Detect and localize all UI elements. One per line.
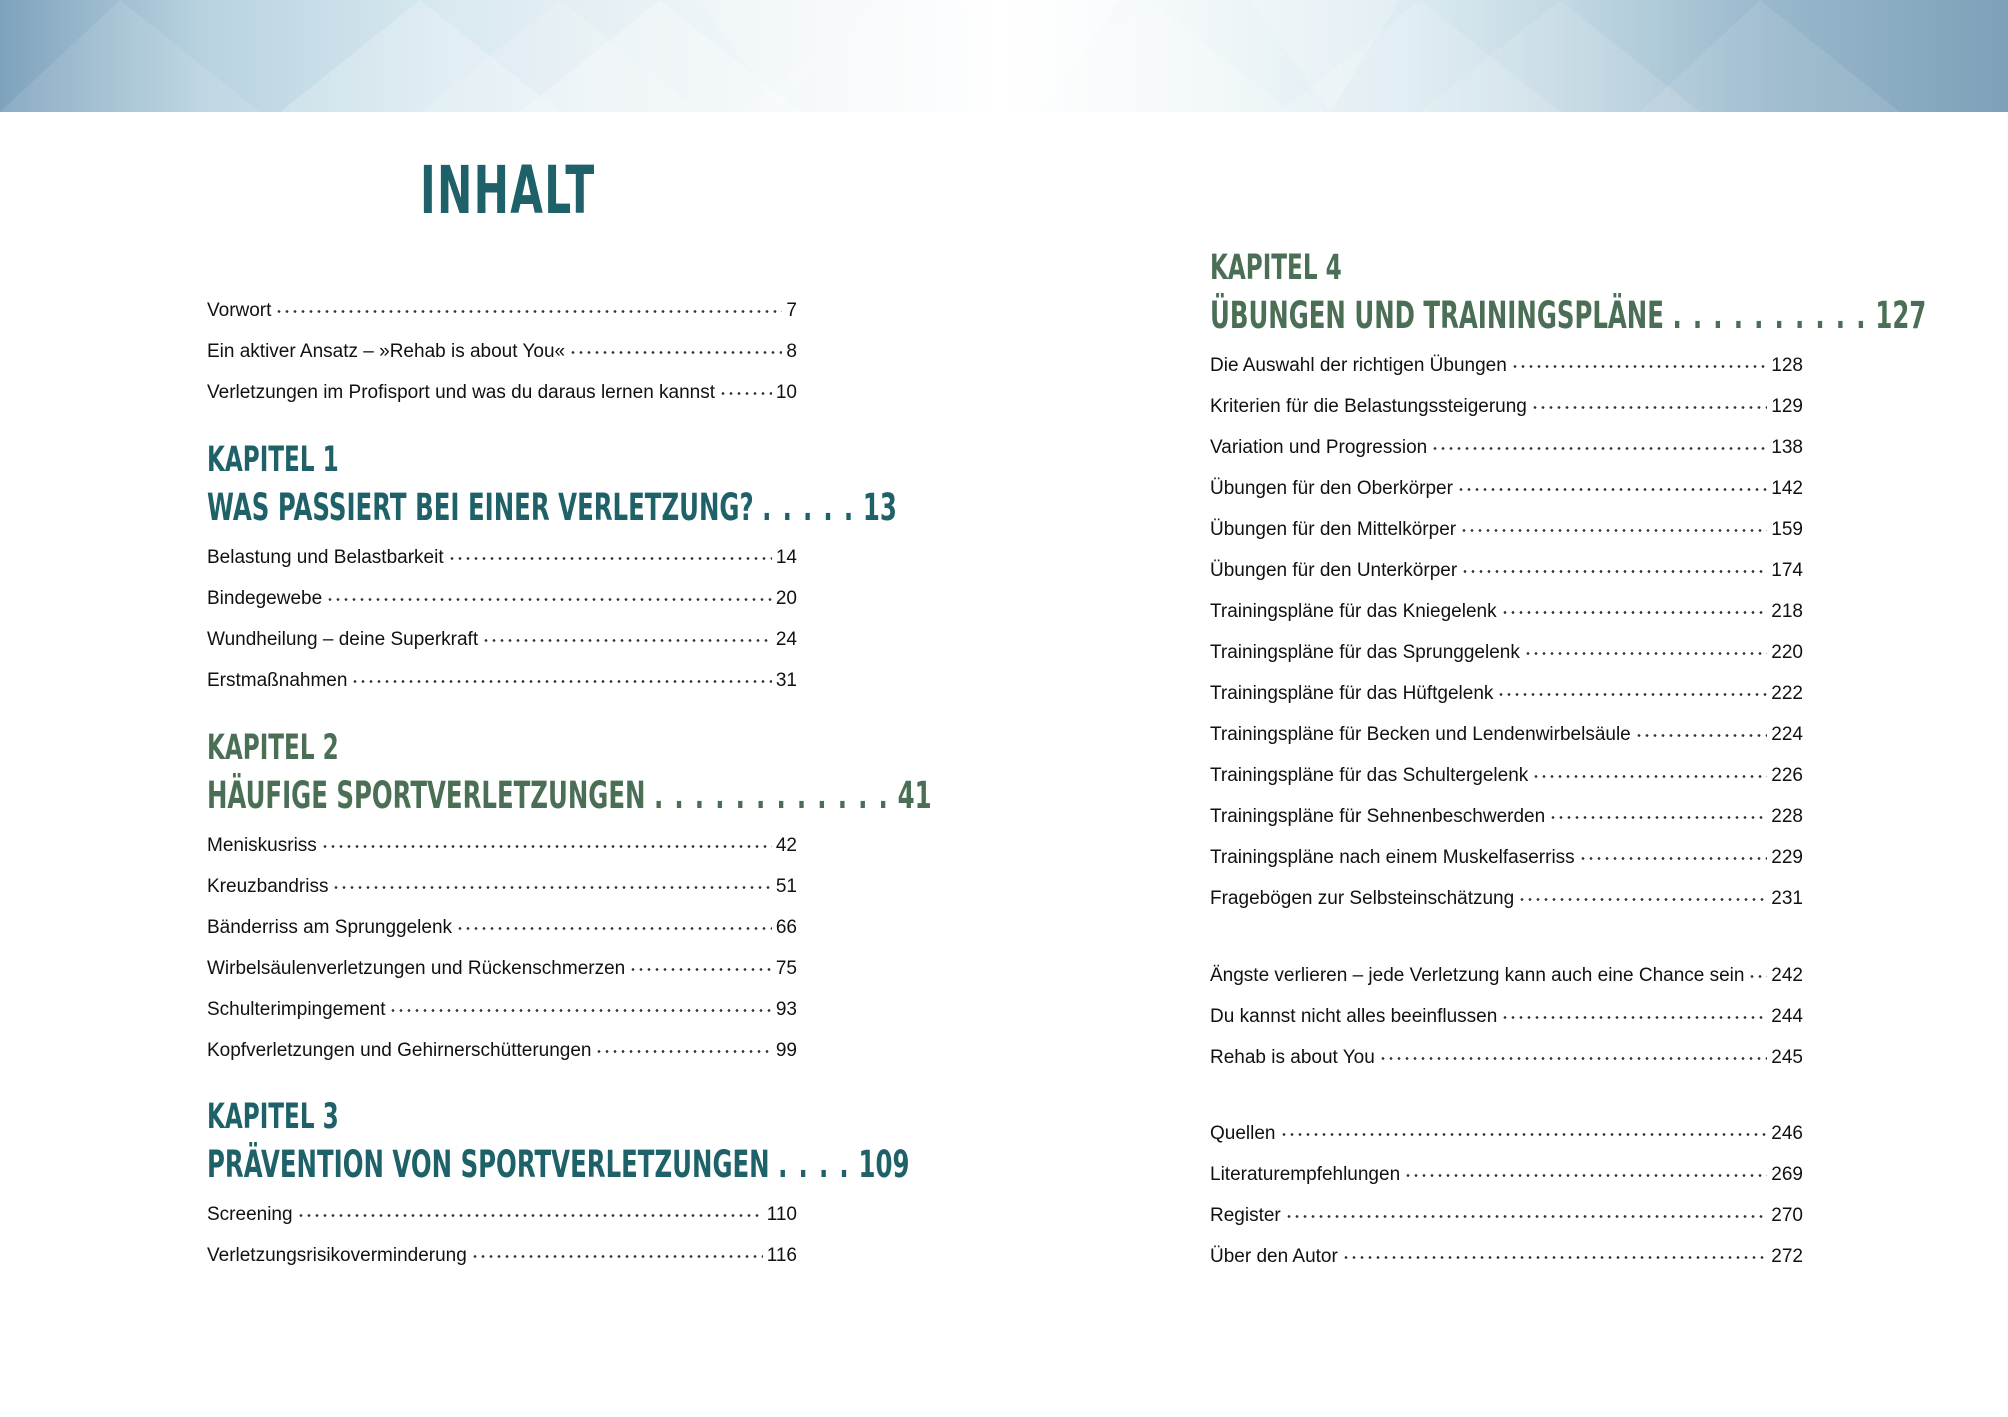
entry-label: Verletzungen im Profisport und was du daraus lernen kannst xyxy=(207,382,716,403)
dot-leader xyxy=(1501,1003,1767,1022)
entry-label: Ängste verlieren – jede Verletzung kann auch eine Chance sein xyxy=(1210,965,1745,986)
entry-page: 246 xyxy=(1771,1123,1803,1144)
dot-leader xyxy=(1461,557,1767,576)
dot-leader xyxy=(595,1037,771,1056)
dot-leader xyxy=(629,955,772,974)
chapter-label: KAPITEL 2 xyxy=(207,728,339,768)
entry-page: 8 xyxy=(786,341,797,362)
entry-page: 272 xyxy=(1771,1246,1803,1267)
dot-leader xyxy=(297,1201,763,1220)
toc-entry[interactable] xyxy=(207,914,797,940)
toc-entry[interactable] xyxy=(1210,639,1803,665)
toc-left-column xyxy=(207,0,932,1417)
dot-leader xyxy=(1531,393,1767,412)
entry-label: Schulterimpingement xyxy=(207,999,386,1020)
entry-label: Übungen für den Mittelkörper xyxy=(1210,519,1457,540)
entry-page: 220 xyxy=(1771,642,1803,663)
toc-entry[interactable] xyxy=(207,626,797,652)
entry-page: 20 xyxy=(775,588,797,609)
dot-leader xyxy=(1635,721,1768,740)
dot-leader xyxy=(569,338,782,357)
dot-leader xyxy=(1342,1243,1767,1262)
chapter-dot-leader: . . . . xyxy=(778,1143,850,1186)
dot-leader xyxy=(275,297,782,316)
entry-page: 222 xyxy=(1771,683,1803,704)
dot-leader xyxy=(456,914,772,933)
entry-page: 269 xyxy=(1771,1164,1803,1185)
toc-entry[interactable] xyxy=(207,832,797,858)
entry-page: 66 xyxy=(775,917,797,938)
dot-leader xyxy=(351,667,771,686)
chapter-title: PRÄVENTION VON SPORTVERLETZUNGEN xyxy=(207,1143,770,1186)
dot-leader xyxy=(482,626,772,645)
dot-leader xyxy=(1460,516,1767,535)
chapter-title: ÜBUNGEN UND TRAININGSPLÄNE xyxy=(1210,294,1664,337)
entry-label: Screening xyxy=(207,1204,293,1225)
toc-entry[interactable] xyxy=(1210,885,1803,911)
entry-label: Kopfverletzungen und Gehirnerschütterungen xyxy=(207,1040,592,1061)
entry-page: 159 xyxy=(1771,519,1803,540)
toc-entry[interactable] xyxy=(207,338,797,364)
toc-entry[interactable] xyxy=(1210,762,1803,788)
dot-leader xyxy=(1431,434,1767,453)
entry-label: Vorwort xyxy=(207,300,272,321)
chapter-dot-leader: . . . . . xyxy=(762,486,855,529)
entry-page: 75 xyxy=(775,958,797,979)
entry-page: 10 xyxy=(775,382,797,403)
entry-label: Trainingspläne für das Hüftgelenk xyxy=(1210,683,1494,704)
toc-entry[interactable] xyxy=(207,1242,797,1268)
dot-leader xyxy=(1511,352,1768,371)
entry-page: 228 xyxy=(1771,806,1803,827)
chapter-label: KAPITEL 4 xyxy=(1210,248,1342,288)
toc-entry[interactable] xyxy=(1210,1161,1803,1187)
entry-label: Trainingspläne für das Schultergelenk xyxy=(1210,765,1529,786)
entry-page: 128 xyxy=(1771,355,1803,376)
dot-leader xyxy=(1518,885,1767,904)
dot-leader xyxy=(1280,1120,1768,1139)
entry-label: Quellen xyxy=(1210,1123,1276,1144)
entry-label: Wundheilung – deine Superkraft xyxy=(207,629,479,650)
entry-label: Erstmaßnahmen xyxy=(207,670,348,691)
toc-entry[interactable] xyxy=(1210,1202,1803,1228)
page-title: INHALT xyxy=(420,152,596,229)
toc-entry[interactable] xyxy=(1210,516,1803,542)
dot-leader xyxy=(448,544,772,563)
dot-leader xyxy=(1501,598,1768,617)
toc-entry[interactable] xyxy=(1210,598,1803,624)
toc-entry[interactable] xyxy=(1210,475,1803,501)
entry-label: Bindegewebe xyxy=(207,588,323,609)
toc-entry[interactable] xyxy=(1210,803,1803,829)
entry-label: Übungen für den Oberkörper xyxy=(1210,478,1453,499)
entry-label: Über den Autor xyxy=(1210,1246,1338,1267)
entry-page: 142 xyxy=(1771,478,1803,499)
entry-label: Übungen für den Unterkörper xyxy=(1210,560,1458,581)
toc-entry[interactable] xyxy=(1210,1044,1803,1070)
entry-label: Trainingspläne für das Sprunggelenk xyxy=(1210,642,1520,663)
entry-label: Ein aktiver Ansatz – »Rehab is about You« xyxy=(207,341,566,362)
toc-entry[interactable] xyxy=(207,667,797,693)
dot-leader xyxy=(326,585,772,604)
dot-leader xyxy=(1549,803,1767,822)
entry-page: 231 xyxy=(1771,888,1803,909)
chapter-dot-leader: . . . . . . . . . . xyxy=(1672,294,1867,337)
dot-leader xyxy=(332,873,771,892)
entry-page: 229 xyxy=(1771,847,1803,868)
entry-label: Du kannst nicht alles beeinflussen xyxy=(1210,1006,1498,1027)
entry-page: 270 xyxy=(1771,1205,1803,1226)
chapter-title-row[interactable] xyxy=(207,775,932,817)
toc-entry[interactable] xyxy=(1210,680,1803,706)
dot-leader xyxy=(1532,762,1767,781)
dot-leader xyxy=(1404,1161,1767,1180)
dot-leader xyxy=(1524,639,1767,658)
chapter-page: 109 xyxy=(858,1143,910,1186)
toc-entry[interactable] xyxy=(1210,962,1803,988)
entry-label: Meniskusriss xyxy=(207,835,317,856)
dot-leader xyxy=(321,832,772,851)
entry-label: Kreuzbandriss xyxy=(207,876,329,897)
entry-page: 42 xyxy=(775,835,797,856)
toc-entry[interactable] xyxy=(1210,1243,1803,1269)
chapter-title: WAS PASSIERT BEI EINER VERLETZUNG? xyxy=(207,486,754,529)
entry-page: 110 xyxy=(766,1204,797,1225)
entry-label: Rehab is about You xyxy=(1210,1047,1375,1068)
toc-entry[interactable] xyxy=(1210,1120,1803,1146)
entry-page: 224 xyxy=(1771,724,1803,745)
toc-entry[interactable] xyxy=(1210,434,1803,460)
entry-page: 138 xyxy=(1771,437,1803,458)
entry-page: 31 xyxy=(775,670,797,691)
entry-label: Trainingspläne für Becken und Lendenwirbelsäule xyxy=(1210,724,1631,745)
dot-leader xyxy=(719,379,772,398)
entry-page: 99 xyxy=(775,1040,797,1061)
entry-page: 226 xyxy=(1771,765,1803,786)
chapter-label: KAPITEL 1 xyxy=(207,440,339,480)
toc-entry[interactable] xyxy=(1210,844,1803,870)
toc-entry[interactable] xyxy=(207,1037,797,1063)
entry-label: Verletzungsrisikoverminderung xyxy=(207,1245,467,1266)
entry-page: 14 xyxy=(775,547,797,568)
dot-leader xyxy=(1497,680,1767,699)
chapter-title: HÄUFIGE SPORTVERLETZUNGEN xyxy=(207,774,646,817)
chapter-page: 13 xyxy=(862,486,897,529)
entry-label: Trainingspläne nach einem Muskelfaserriss xyxy=(1210,847,1575,868)
toc-entry[interactable] xyxy=(207,996,797,1022)
entry-label: Register xyxy=(1210,1205,1281,1226)
toc-entry[interactable] xyxy=(1210,393,1803,419)
chapter-title-row[interactable] xyxy=(1210,295,1926,337)
dot-leader xyxy=(389,996,771,1015)
entry-page: 174 xyxy=(1771,560,1803,581)
entry-label: Literaturempfehlungen xyxy=(1210,1164,1401,1185)
entry-page: 24 xyxy=(775,629,797,650)
entry-page: 51 xyxy=(775,876,797,897)
entry-page: 129 xyxy=(1771,396,1803,417)
toc-entry[interactable] xyxy=(207,379,797,405)
toc-entry[interactable] xyxy=(1210,557,1803,583)
toc-entry[interactable] xyxy=(207,1201,797,1227)
dot-leader xyxy=(1748,962,1767,981)
dot-leader xyxy=(1285,1202,1768,1221)
chapter-title-row[interactable] xyxy=(207,487,897,529)
entry-label: Trainingspläne für das Kniegelenk xyxy=(1210,601,1497,622)
entry-page: 245 xyxy=(1771,1047,1803,1068)
dot-leader xyxy=(1457,475,1767,494)
entry-label: Variation und Progression xyxy=(1210,437,1428,458)
toc-right-column xyxy=(1210,0,1927,1417)
entry-page: 116 xyxy=(766,1245,797,1266)
dot-leader xyxy=(1379,1044,1767,1063)
toc-entry[interactable] xyxy=(207,873,797,899)
entry-page: 7 xyxy=(786,300,797,321)
toc-entry[interactable] xyxy=(207,297,797,323)
toc-entry[interactable] xyxy=(207,955,797,981)
chapter-dot-leader: . . . . . . . . . . . . xyxy=(653,774,890,817)
entry-page: 242 xyxy=(1771,965,1803,986)
dot-leader xyxy=(1579,844,1768,863)
entry-label: Kriterien für die Belastungssteigerung xyxy=(1210,396,1527,417)
entry-label: Fragebögen zur Selbsteinschätzung xyxy=(1210,888,1515,909)
toc-entry[interactable] xyxy=(207,544,797,570)
chapter-page: 127 xyxy=(1875,294,1927,337)
entry-page: 244 xyxy=(1771,1006,1803,1027)
entry-page: 218 xyxy=(1771,601,1803,622)
chapter-title-row[interactable] xyxy=(207,1144,909,1186)
entry-label: Trainingspläne für Sehnenbeschwerden xyxy=(1210,806,1546,827)
entry-label: Wirbelsäulenverletzungen und Rückenschmerzen xyxy=(207,958,626,979)
entry-page: 93 xyxy=(775,999,797,1020)
dot-leader xyxy=(471,1242,763,1261)
toc-entry[interactable] xyxy=(1210,352,1803,378)
toc-entry[interactable] xyxy=(207,585,797,611)
chapter-page: 41 xyxy=(897,774,932,817)
entry-label: Belastung und Belastbarkeit xyxy=(207,547,444,568)
toc-entry[interactable] xyxy=(1210,1003,1803,1029)
chapter-label: KAPITEL 3 xyxy=(207,1097,339,1137)
entry-label: Die Auswahl der richtigen Übungen xyxy=(1210,355,1507,376)
entry-label: Bänderriss am Sprunggelenk xyxy=(207,917,453,938)
toc-entry[interactable] xyxy=(1210,721,1803,747)
